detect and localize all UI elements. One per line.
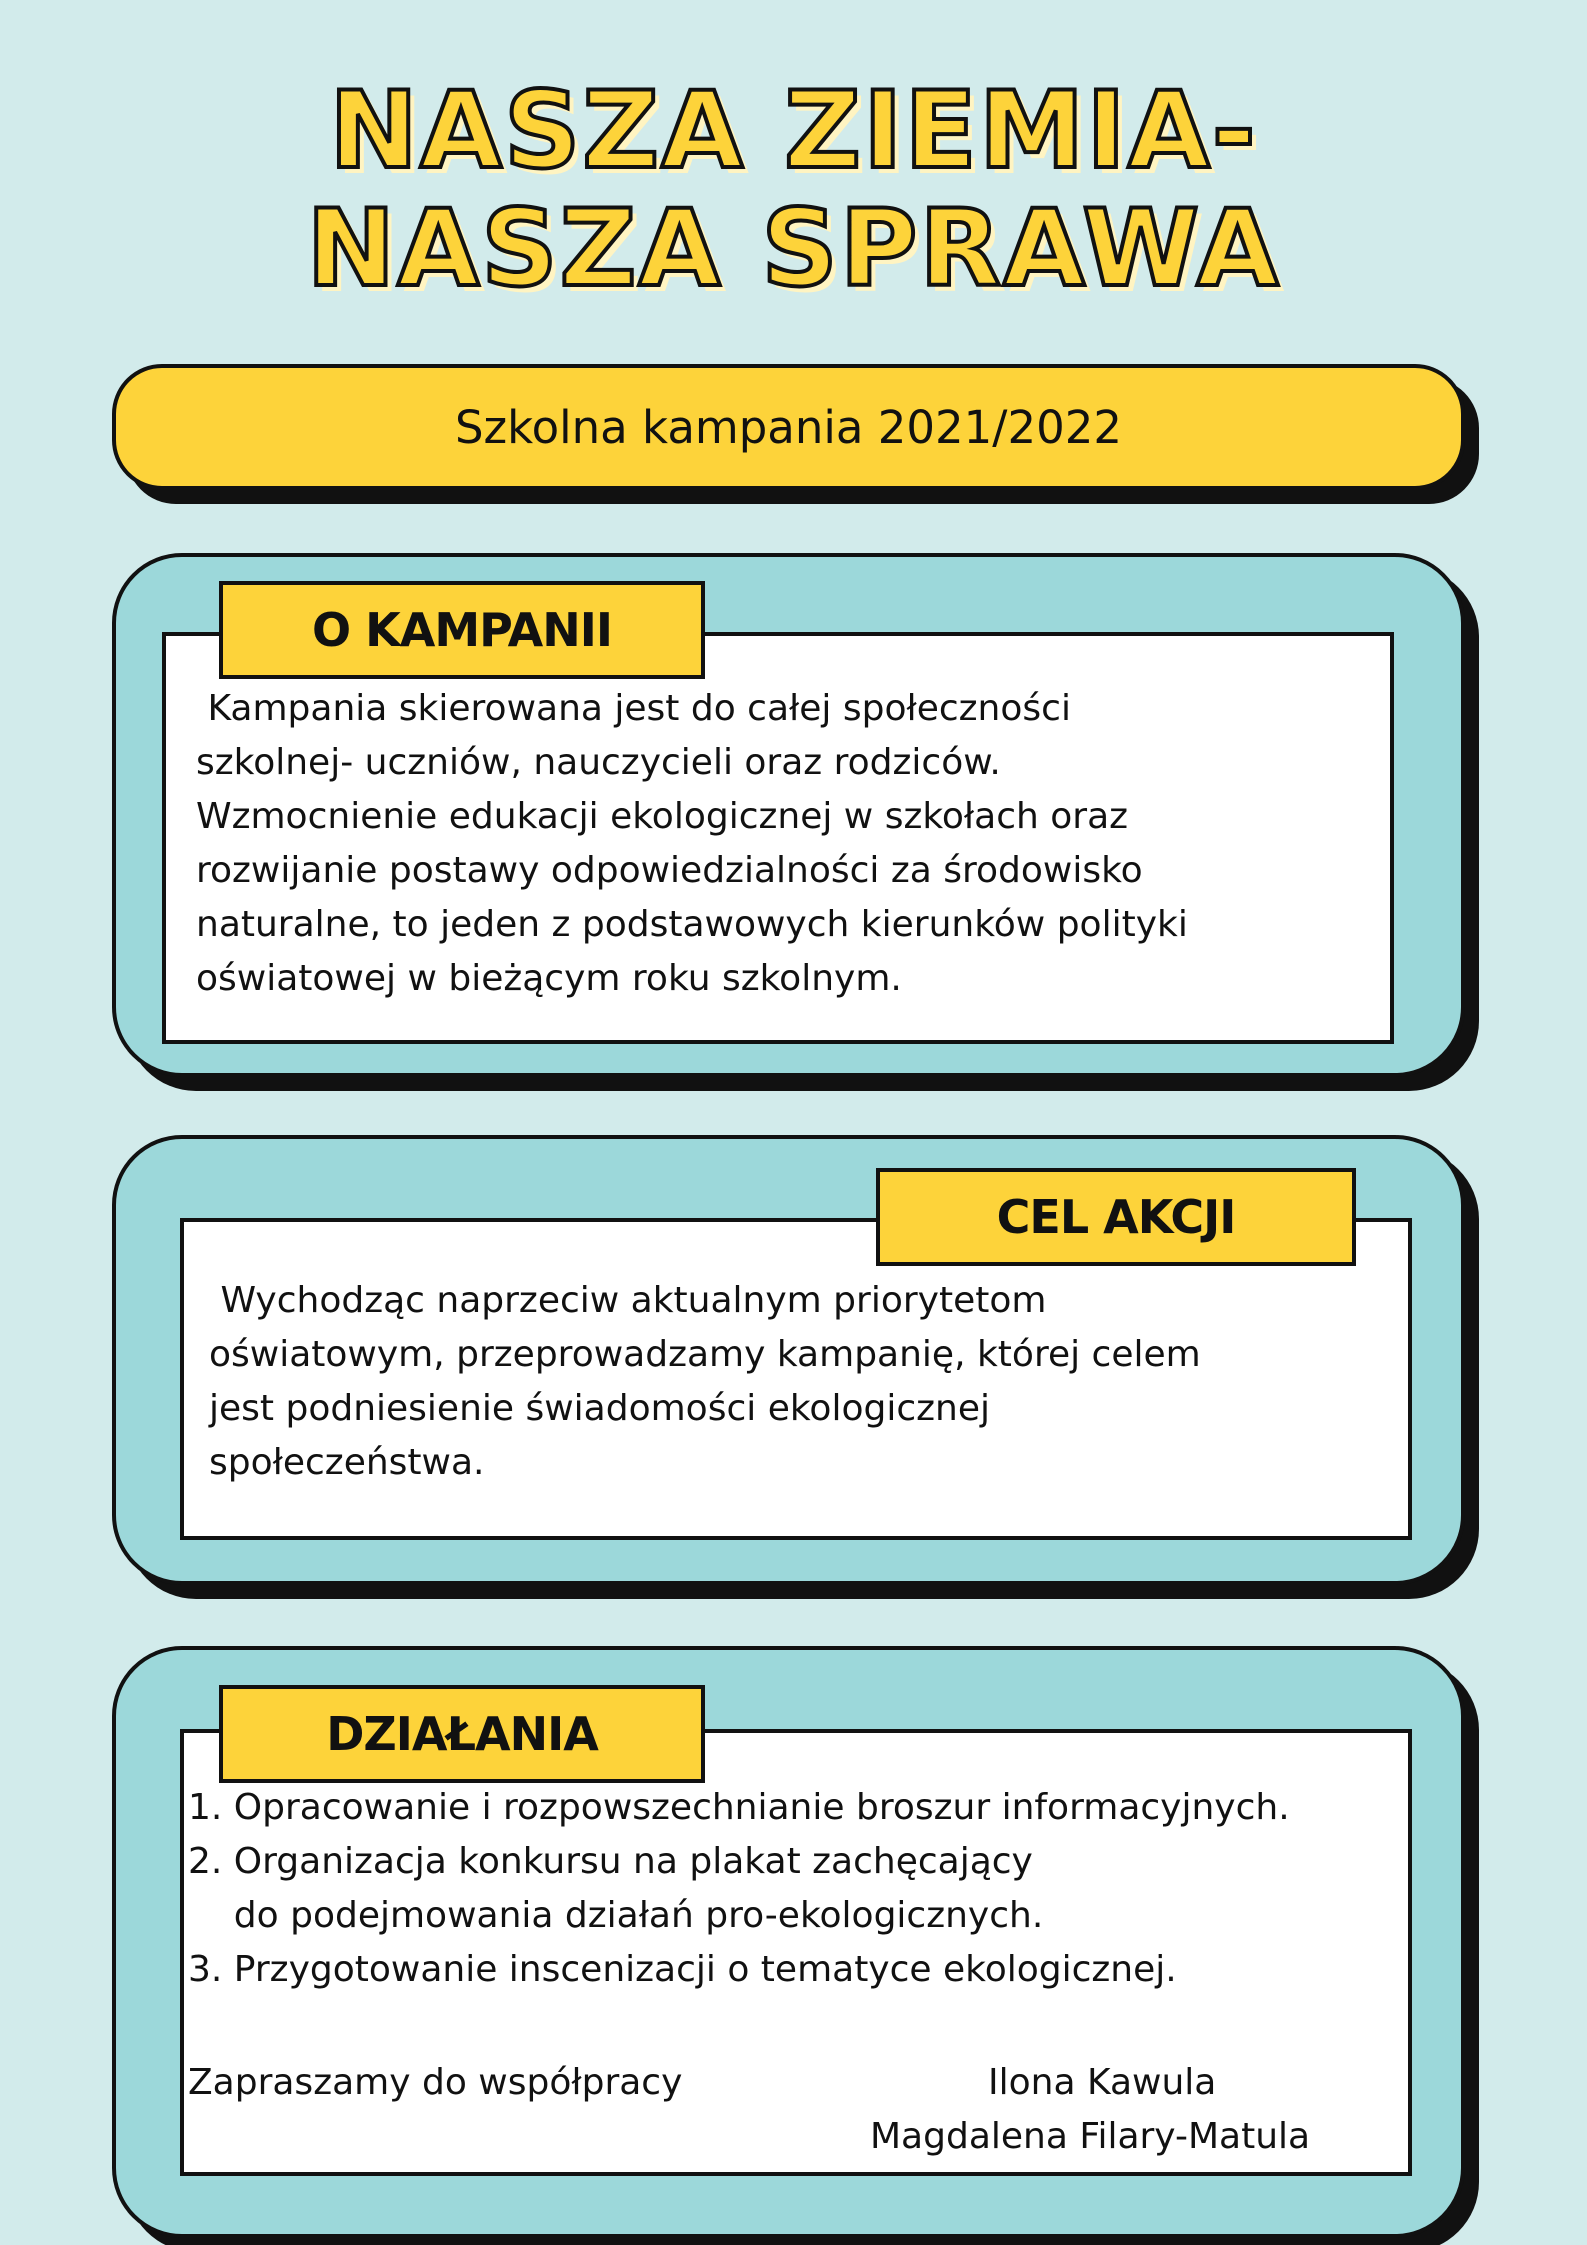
goal-heading: CEL AKCJI	[996, 1190, 1236, 1244]
goal-line: oświatowym, przeprowadzamy kampanię, której celem	[209, 1334, 1201, 1375]
goal-panel	[112, 1135, 1465, 1585]
goal-heading-tag	[876, 1168, 1356, 1266]
about-card	[162, 632, 1394, 1044]
invitation-text: Zapraszamy do współpracy	[188, 2062, 683, 2103]
title-line-1: NASZA ZIEMIA-	[329, 69, 1258, 192]
banner-text: Szkolna kampania 2021/2022	[454, 400, 1122, 454]
goal-line: jest podniesienie świadomości ekologicznej	[209, 1388, 990, 1429]
actions-panel	[112, 1646, 1465, 2238]
about-line: naturalne, to jeden z podstawowych kierunków polityki	[196, 904, 1188, 945]
about-line: Wzmocnienie edukacji ekologicznej w szkołach oraz	[196, 796, 1129, 837]
about-line: oświatowej w bieżącym roku szkolnym.	[196, 958, 902, 999]
action-item: 1. Opracowanie i rozpowszechnianie broszur informacyjnych.	[188, 1787, 1290, 1828]
action-item: 3. Przygotowanie inscenizacji o tematyce ekologicznej.	[188, 1949, 1177, 1990]
action-item: 2. Organizacja konkursu na plakat zachęcający	[188, 1841, 1033, 1882]
author-2: Magdalena Filary-Matula	[870, 2116, 1311, 2157]
about-panel	[112, 553, 1465, 1077]
about-heading: O KAMPANII	[312, 603, 612, 657]
about-heading-tag	[219, 581, 705, 679]
about-line: rozwijanie postawy odpowiedzialności za środowisko	[196, 850, 1143, 891]
about-line: szkolnej- uczniów, nauczycieli oraz rodziców.	[196, 742, 1001, 783]
about-line: Kampania skierowana jest do całej społeczności	[196, 688, 1071, 729]
action-item: do podejmowania działań pro-ekologicznych.	[188, 1895, 1044, 1936]
poster-title	[0, 69, 1587, 310]
goal-line: Wychodząc naprzeciw aktualnym priorytetom	[209, 1280, 1047, 1321]
actions-heading: DZIAŁANIA	[326, 1707, 598, 1761]
actions-heading-tag	[219, 1685, 705, 1783]
signature-block	[188, 2056, 1408, 2157]
author-1: Ilona Kawula	[988, 2062, 1217, 2103]
title-line-2: NASZA SPRAWA	[306, 187, 1281, 310]
goal-line: społeczeństwa.	[209, 1442, 485, 1483]
goal-card	[180, 1218, 1412, 1540]
campaign-banner	[112, 364, 1465, 490]
actions-card	[180, 1729, 1412, 2176]
